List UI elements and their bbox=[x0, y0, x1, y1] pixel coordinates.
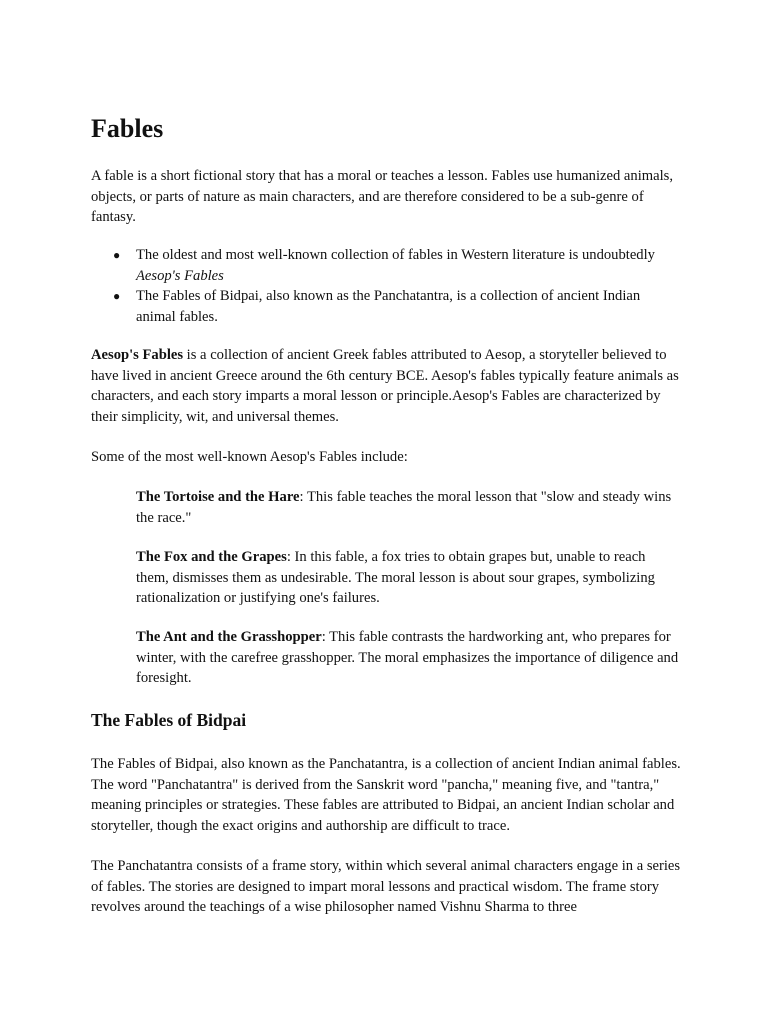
bullet-text: The oldest and most well-known collection of fables in Western literature is undoubtedly bbox=[136, 247, 655, 263]
bullet-item bbox=[91, 245, 681, 286]
intro-paragraph: A fable is a short fictional story that has a moral or teaches a lesson. Fables use humanized animals, objects, or parts of nature as main characters, and are therefore considered to be a sub-genre of fantasy. bbox=[91, 168, 673, 225]
example-text: : This fable contrasts the hardworking ant, who prepares for winter, with the carefree grasshopper. The moral emphasizes the importance of diligence and foresight. bbox=[136, 629, 679, 686]
bullet-italic-title: Aesop's Fables bbox=[136, 267, 224, 284]
aesop-text: is a collection of ancient Greek fables attributed to Aesop, a storyteller believed to have lived in ancient Greece around the 6th century BCE. Aesop's fables typically feature animals as characters, and each story imparts a moral lesson or principle.Aesop's Fables are characterized by their simplicity, wit, and universal themes. bbox=[91, 347, 679, 425]
example-item bbox=[136, 627, 681, 689]
bullet-list bbox=[91, 245, 681, 327]
bidpai-paragraph-2: The Panchatantra consists of a frame story, within which several animal characters engage in a series of fables. The stories are designed to impart moral lessons and practical wisdom. The frame story revolves around the teachings of a wise philosopher named Vishnu Sharma to three bbox=[91, 858, 681, 915]
example-text: : This fable teaches the moral lesson that "slow and steady wins the race." bbox=[136, 489, 672, 526]
section-heading: The Fables of Bidpai bbox=[91, 710, 247, 730]
example-item bbox=[136, 487, 681, 528]
example-title: The Ant and the Grasshopper bbox=[136, 629, 322, 645]
bullet-icon: ● bbox=[113, 248, 121, 262]
bullet-text: The Fables of Bidpai, also known as the Panchatantra, is a collection of ancient Indian animal fables. bbox=[136, 288, 641, 325]
example-title: The Fox and the Grapes bbox=[136, 549, 287, 565]
bidpai-paragraph-1: The Fables of Bidpai, also known as the Panchatantra, is a collection of ancient Indian animal fables. The word "Panchatantra" is derived from the Sanskrit word "pancha," meaning five, and "tantra," meaning principles or strategies. These fables are attributed to Bidpai, an ancient Indian scholar and storyteller, though the exact origins and authorship are difficult to trace. bbox=[91, 756, 681, 834]
examples-intro: Some of the most well-known Aesop's Fables include: bbox=[91, 449, 408, 465]
example-text: : In this fable, a fox tries to obtain grapes but, unable to reach them, dismisses them as undesirable. The moral lesson is about sour grapes, symbolizing rationalization or justifying one's failures. bbox=[136, 549, 655, 606]
aesop-paragraph bbox=[91, 345, 681, 427]
bullet-item bbox=[91, 286, 681, 327]
page-title: Fables bbox=[91, 114, 164, 143]
aesop-bold-title: Aesop's Fables bbox=[91, 347, 184, 363]
example-title: The Tortoise and the Hare bbox=[136, 489, 300, 505]
bullet-icon: ● bbox=[113, 289, 121, 303]
example-item bbox=[136, 547, 681, 609]
